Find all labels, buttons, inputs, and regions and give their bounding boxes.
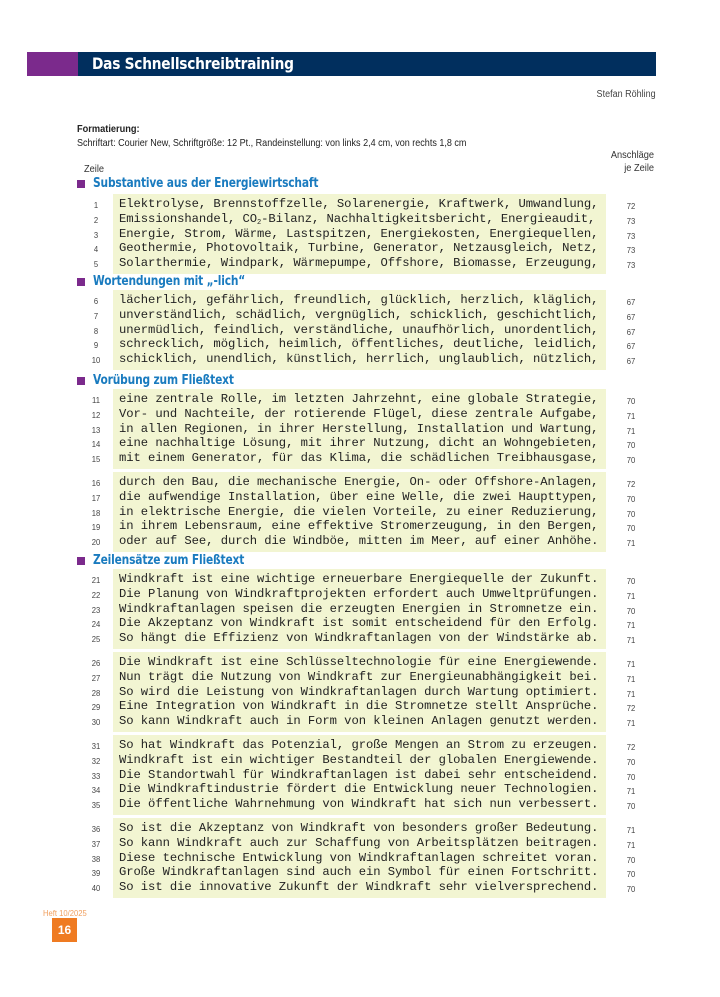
keystroke-count: 70 [626, 440, 636, 451]
practice-line: Solarthermie, Windpark, Wärmepumpe, Offshore, Biomasse, Erzeugung, [119, 256, 599, 271]
text-row [91, 352, 636, 367]
keystroke-count: 70 [626, 523, 636, 534]
text-row [93, 241, 636, 256]
text-row [93, 293, 636, 308]
text-row [91, 655, 636, 670]
keystroke-count: 71 [626, 659, 636, 669]
section-title: Substantive aus der Energiewirtschaft [93, 176, 319, 191]
practice-line: Elektrolyse, Brennstoffzelle, Solarenergie, Kraftwerk, Umwandlung, [119, 197, 599, 211]
square-bullet-icon [77, 377, 85, 385]
keystroke-count: 70 [626, 756, 636, 767]
square-bullet-icon [77, 557, 85, 565]
line-number: 7 [93, 310, 99, 321]
text-block [91, 472, 636, 552]
text-row [91, 752, 636, 768]
section-heading [77, 274, 279, 289]
text-block [91, 652, 636, 732]
text-row [91, 601, 636, 617]
line-number: 26 [91, 658, 101, 668]
line-number: 19 [91, 522, 101, 533]
text-row [91, 669, 636, 685]
keystroke-count: 67 [626, 311, 636, 322]
keystroke-count: 70 [626, 884, 636, 895]
practice-line: schicklich, unendlich, künstlich, herrlich, unglaublich, nützlich, [119, 352, 599, 367]
practice-line: schrecklich, möglich, heimlich, öffentliches, deutliche, leidlich, [119, 337, 599, 352]
keystroke-count: 70 [626, 801, 636, 812]
keystroke-count: 71 [626, 425, 636, 436]
practice-line: Vor- und Nachteile, der rotierende Flügel, diese zentrale Aufgabe, [119, 406, 599, 421]
keystroke-count: 70 [626, 493, 636, 504]
column-header-count [611, 149, 654, 175]
practice-line: Windkraft ist ein wichtiger Bestandteil der globalen Energiewende. [119, 752, 599, 767]
line-number: 24 [91, 619, 101, 630]
practice-line: Geothermie, Photovoltaik, Turbine, Generator, Netzausgleich, Netz, [119, 241, 599, 256]
keystroke-count: 71 [626, 590, 636, 601]
text-row [91, 504, 636, 520]
keystroke-count: 73 [626, 215, 636, 226]
text-row [91, 738, 636, 753]
subscript: 2 [257, 218, 262, 227]
column-header-count-line2: je Zeile [624, 162, 654, 174]
page-title: Das Schnellschreibtraining [92, 54, 294, 73]
line-number: 35 [91, 800, 101, 811]
line-number: 3 [93, 229, 99, 240]
keystroke-count: 71 [626, 688, 636, 699]
author: Stefan Röhling [596, 89, 656, 100]
keystroke-count: 70 [626, 508, 636, 519]
section-heading [77, 373, 265, 388]
keystroke-count: 70 [626, 771, 636, 782]
line-number: 15 [91, 454, 101, 465]
practice-line: mit einem Generator, für das Klima, die schädlichen Treibhausgase, [119, 451, 599, 466]
section-title: Vorübung zum Fließtext [93, 373, 234, 388]
practice-line: Energie, Strom, Wärme, Lastspitzen, Energiekosten, Energiequellen, [119, 226, 599, 241]
line-number: 31 [91, 741, 101, 751]
line-number: 36 [91, 824, 101, 834]
practice-line: Die Windkraft ist eine Schlüsseltechnologie für eine Energiewende. [119, 655, 599, 669]
line-number: 34 [91, 785, 101, 796]
practice-line: unermüdlich, feindlich, verständliche, unaufhörlich, unordentlich, [119, 322, 599, 337]
keystroke-count: 71 [626, 839, 636, 850]
header-bar [27, 52, 656, 76]
line-number: 17 [91, 492, 101, 503]
text-block [91, 735, 636, 815]
line-number: 25 [91, 634, 101, 645]
keystroke-count: 71 [626, 825, 636, 835]
keystroke-count: 71 [626, 673, 636, 684]
text-row [91, 714, 636, 729]
line-number: 40 [91, 883, 101, 894]
keystroke-count: 67 [626, 297, 636, 307]
line-number: 30 [91, 717, 101, 728]
practice-line: Eine Integration von Windkraft in die Stromnetze stellt Ansprüche. [119, 699, 599, 714]
practice-line: Die Planung von Windkraftprojekten erfordert auch Umweltprüfungen. [119, 586, 599, 601]
text-row [91, 865, 636, 880]
text-row [91, 451, 636, 466]
text-row [91, 699, 636, 714]
keystroke-count: 71 [626, 786, 636, 797]
text-row [93, 197, 636, 212]
line-number: 10 [91, 355, 101, 366]
text-row [93, 256, 636, 271]
header-accent [27, 52, 78, 76]
text-row [91, 572, 636, 587]
text-row [91, 850, 636, 866]
line-number: 33 [91, 770, 101, 781]
line-number: 9 [93, 340, 99, 351]
formatting-text: Schriftart: Courier New, Schriftgröße: 12 Pt., Randeinstellung: von links 2,4 cm, von rechts 1,8 cm [77, 137, 467, 149]
keystroke-count: 67 [626, 326, 636, 337]
practice-line-part: Emissionshandel, CO [119, 211, 258, 226]
line-number: 32 [91, 755, 101, 766]
text-block [91, 290, 636, 370]
keystroke-count: 70 [626, 576, 636, 586]
practice-line: in allen Regionen, in ihrer Herstellung, Installation und Wartung, [119, 421, 599, 436]
keystroke-count: 67 [626, 356, 636, 367]
keystroke-count: 72 [626, 201, 636, 211]
text-row [91, 421, 636, 437]
text-row [91, 616, 636, 631]
keystroke-count: 71 [626, 538, 636, 549]
practice-line: So hat Windkraft das Potenzial, große Mengen an Strom zu erzeugen. [119, 738, 599, 752]
page-number: 16 [52, 918, 77, 942]
section-heading [77, 176, 368, 191]
practice-line: So hängt die Effizienz von Windkraftanlagen von der Windstärke ab. [119, 631, 599, 646]
practice-line: in ihrem Lebensraum, eine effektive Stromerzeugung, in den Bergen, [119, 519, 599, 534]
section-heading [77, 553, 277, 568]
text-row [91, 436, 636, 451]
text-row [93, 211, 636, 227]
line-number: 23 [91, 604, 101, 615]
practice-line: lächerlich, gefährlich, freundlich, glücklich, herzlich, kläglich, [119, 293, 599, 307]
practice-line: So kann Windkraft auch in Form von kleinen Anlagen genutzt werden. [119, 714, 599, 729]
text-row [91, 684, 636, 700]
square-bullet-icon [77, 180, 85, 188]
keystroke-count: 71 [626, 410, 636, 421]
practice-line: Große Windkraftanlagen sind auch ein Symbol für einen Fortschritt. [119, 865, 599, 880]
practice-line: Die Windkraftindustrie fördert die Entwicklung neuer Technologien. [119, 782, 599, 797]
text-row [91, 586, 636, 602]
line-number: 18 [91, 507, 101, 518]
line-number: 21 [91, 575, 101, 585]
practice-line: Nun trägt die Nutzung von Windkraft zur Energieunabhängigkeit bei. [119, 669, 599, 684]
line-number: 11 [92, 395, 100, 405]
practice-line: eine nachhaltige Lösung, mit ihrer Nutzung, dicht an Wohngebieten, [119, 436, 599, 451]
keystroke-count: 70 [626, 605, 636, 616]
practice-line: So ist die Akzeptanz von Windkraft von besonders großer Bedeutung. [119, 821, 599, 835]
keystroke-count: 70 [626, 869, 636, 880]
line-number: 22 [91, 589, 101, 600]
keystroke-count: 72 [626, 703, 636, 714]
practice-line: So kann Windkraft auch zur Schaffung von Arbeitsplätzen beitragen. [119, 835, 599, 850]
line-number: 29 [91, 702, 101, 713]
line-number: 38 [91, 853, 101, 864]
text-row [91, 797, 636, 812]
line-number: 37 [91, 838, 101, 849]
practice-line: eine zentrale Rolle, im letzten Jahrzehnt, eine globale Strategie, [119, 392, 599, 406]
text-row [91, 821, 636, 836]
text-row [91, 534, 636, 549]
keystroke-count: 72 [626, 479, 636, 489]
text-row [91, 406, 636, 422]
text-row [91, 835, 636, 851]
practice-line: die aufwendige Installation, über eine Welle, die zwei Haupttypen, [119, 489, 599, 504]
text-row [91, 631, 636, 646]
practice-line: oder auf See, durch die Windböe, mitten im Meer, auf einer Anhöhe. [119, 534, 599, 549]
formatting-title: Formatierung: [77, 123, 140, 135]
text-row [91, 880, 636, 895]
keystroke-count: 73 [626, 230, 636, 241]
text-block [91, 389, 636, 469]
line-number: 5 [93, 259, 99, 270]
keystroke-count: 73 [626, 260, 636, 271]
practice-line: Diese technische Entwicklung von Windkraftanlagen schreitet voran. [119, 850, 599, 865]
text-row [93, 307, 636, 323]
text-row [91, 475, 636, 490]
line-number: 16 [91, 478, 101, 488]
issue-label: Heft 10/2025 [43, 908, 87, 918]
text-row [91, 519, 636, 534]
keystroke-count: 70 [626, 854, 636, 865]
keystroke-count: 71 [626, 620, 636, 631]
text-row [93, 226, 636, 242]
keystroke-count: 73 [626, 245, 636, 256]
text-block [91, 818, 636, 898]
line-number: 14 [91, 439, 101, 450]
text-block [93, 194, 636, 274]
keystroke-count: 70 [626, 455, 636, 466]
line-number: 12 [91, 409, 101, 420]
line-number: 28 [91, 687, 101, 698]
column-header-count-line1: Anschläge [610, 149, 654, 161]
line-number: 1 [93, 200, 99, 210]
practice-line: Windkraft ist eine wichtige erneuerbare Energiequelle der Zukunft. [119, 572, 599, 586]
practice-line: So wird die Leistung von Windkraftanlagen durch Wartung optimiert. [119, 684, 599, 699]
line-number: 4 [93, 244, 99, 255]
line-number: 6 [93, 296, 99, 306]
line-number: 8 [93, 325, 99, 336]
text-row [91, 767, 636, 783]
keystroke-count: 70 [626, 396, 636, 406]
practice-line: So ist die innovative Zukunft der Windkraft sehr vielversprechend. [119, 880, 599, 895]
line-number: 27 [91, 672, 101, 683]
practice-line-part: -Bilanz, Nachhaltigkeitsbericht, Energieaudit, [261, 211, 596, 226]
column-header-line: Zeile [84, 163, 105, 175]
keystroke-count: 71 [626, 718, 636, 729]
practice-line: Die Standortwahl für Windkraftanlagen ist dabei sehr entscheidend. [119, 767, 599, 782]
line-number: 13 [91, 424, 101, 435]
practice-line: Windkraftanlagen speisen die erzeugten Energien in Stromnetze ein. [119, 601, 599, 616]
line-number: 20 [91, 537, 101, 548]
practice-line: Die Akzeptanz von Windkraft ist somit entscheidend für den Erfolg. [119, 616, 599, 631]
text-block [91, 569, 636, 649]
text-row [92, 392, 636, 407]
keystroke-count: 67 [626, 341, 636, 352]
text-row [93, 322, 636, 338]
square-bullet-icon [77, 278, 85, 286]
practice-line: Die öffentliche Wahrnehmung von Windkraft hat sich nun verbessert. [119, 797, 599, 812]
text-row [93, 337, 636, 352]
text-row [91, 489, 636, 505]
text-row [91, 782, 636, 797]
section-title: Wortendungen mit „-lich“ [93, 274, 246, 289]
keystroke-count: 71 [626, 635, 636, 646]
section-title: Zeilensätze zum Fließtext [93, 553, 245, 568]
practice-line: in elektrische Energie, die vielen Vorteile, zu einer Reduzierung, [119, 504, 599, 519]
practice-line: durch den Bau, die mechanische Energie, On- oder Offshore-Anlagen, [119, 475, 599, 489]
keystroke-count: 72 [626, 742, 636, 752]
line-number: 39 [91, 868, 101, 879]
line-number: 2 [93, 214, 99, 225]
practice-line: unverständlich, schädlich, vergnüglich, schicklich, geschichtlich, [119, 307, 599, 322]
